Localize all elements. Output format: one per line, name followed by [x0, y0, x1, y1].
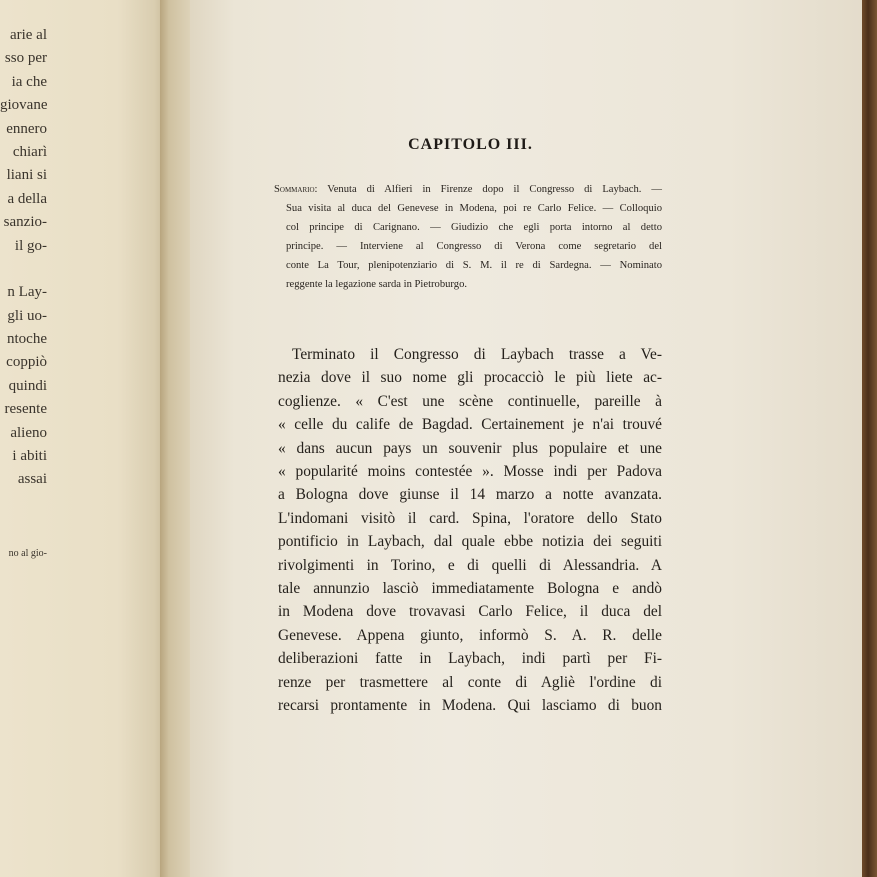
left-line: a della	[7, 190, 47, 207]
left-page-text	[0, 24, 47, 492]
body-line: Terminato il Congresso di Laybach trasse a Ve-	[292, 346, 662, 363]
summary-line: principe. — Interviene al Congresso di Verona come segretario del	[286, 241, 662, 252]
chapter-summary	[274, 180, 662, 294]
body-line: « celle du calife de Bagdad. Certainement je n'ai trouvé	[278, 416, 662, 434]
body-line: « dans aucun pays un souvenir plus populaire et une	[278, 439, 662, 457]
body-line: L'indomani visitò il card. Spina, l'oratore dello Stato	[278, 509, 662, 527]
body-paragraph	[278, 343, 662, 718]
left-line	[0, 258, 47, 281]
left-line: coppiò	[6, 354, 47, 371]
left-line: ennero	[6, 120, 47, 137]
left-footnote: no al gio-	[8, 548, 47, 559]
left-page	[0, 0, 168, 877]
body-line: in Modena dove trovavasi Carlo Felice, il duca del	[278, 603, 662, 621]
summary-line: : Venuta di Alfieri in Firenze dopo il Congresso di Laybach. —	[314, 184, 662, 195]
body-line: tale annunzio lasciò immediatamente Bologna e andò	[278, 580, 662, 598]
body-line: « popularité moins contestée ». Mosse indi per Padova	[278, 463, 662, 481]
body-line: recarsi prontamente in Modena. Qui lasciamo di buon	[278, 697, 662, 715]
summary-line: Sua visita al duca del Genevese in Modena, poi re Carlo Felice. — Colloquio	[286, 203, 662, 214]
body-line: renze per trasmettere al conte di Agliè l'ordine di	[278, 673, 662, 691]
left-line: sso per	[4, 50, 47, 67]
body-line: a Bologna dove giunse il 14 marzo a notte avanzata.	[278, 486, 662, 504]
summary-label: Sommario	[274, 184, 315, 195]
body-line: nezia dove il suo nome gli procacciò le più liete ac-	[278, 369, 662, 387]
summary-line: reggente la legazione sarda in Pietroburgo.	[286, 279, 468, 290]
left-line: chiarì	[12, 143, 47, 160]
left-line: ia che	[11, 73, 47, 90]
summary-line: conte La Tour, plenipotenziario di S. M. il re di Sardegna. — Nominato	[286, 260, 662, 271]
left-line: gli uo-	[7, 307, 47, 324]
left-line: n Lay-	[7, 284, 47, 301]
left-line: i abiti	[12, 448, 47, 465]
left-line: giovane	[0, 97, 47, 114]
summary-line-first	[274, 180, 662, 199]
left-line: ntoche	[7, 331, 47, 348]
left-line: sanzio-	[3, 214, 47, 231]
left-line: liani si	[6, 167, 47, 184]
left-line: il go-	[14, 237, 47, 254]
left-line: resente	[4, 401, 47, 418]
body-line: deliberazioni fatte in Laybach, indi partì per Fi-	[278, 650, 662, 668]
summary-line: col principe di Carignano. — Giudizio che egli porta intorno al detto	[286, 222, 662, 233]
left-line: quindi	[8, 377, 47, 394]
body-line: coglienze. « C'est une scène continuelle, pareille à	[278, 392, 662, 410]
left-line: alieno	[10, 424, 47, 441]
body-line: Genevese. Appena giunto, informò S. A. R. delle	[278, 626, 662, 644]
left-line: assai	[17, 471, 47, 488]
book-gutter	[160, 0, 190, 877]
chapter-title: CAPITOLO III.	[408, 136, 533, 153]
body-line: rivolgimenti in Torino, e di quelli di Alessandria. A	[278, 556, 662, 574]
body-line: pontificio in Laybach, dal quale ebbe notizia dei seguiti	[278, 533, 662, 551]
left-line: arie al	[9, 27, 47, 43]
